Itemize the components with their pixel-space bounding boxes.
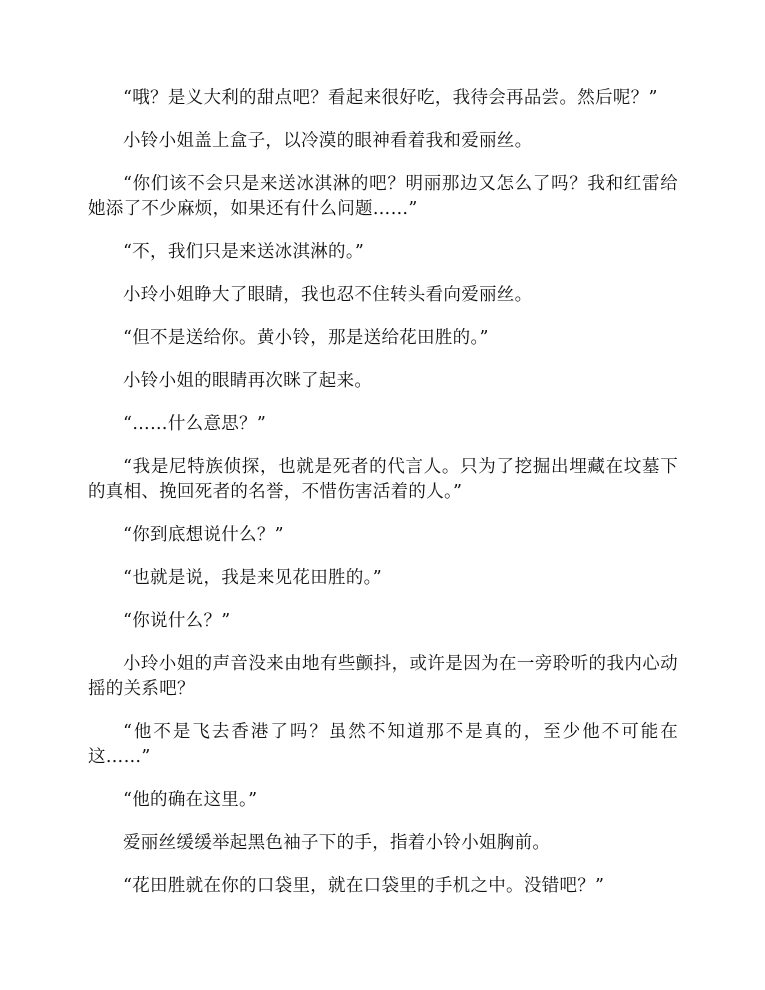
paragraph: 小铃小姐的眼睛再次眯了起来。 bbox=[123, 371, 373, 391]
paragraph: “……什么意思？” bbox=[123, 414, 267, 434]
paragraph: “他的确在这里。” bbox=[123, 790, 258, 810]
paragraph: 小铃小姐盖上盒子，以冷漠的眼神看着我和爱丽丝。 bbox=[123, 131, 533, 151]
paragraph: 小玲小姐的声音没来由地有些颤抖，或许是因为在一旁聆听的我内心动摇的关系吧？ bbox=[88, 654, 678, 699]
paragraph: “你说什么？” bbox=[123, 611, 231, 631]
document-body bbox=[88, 86, 678, 917]
paragraph: 爱丽丝缓缓举起黑色袖子下的手，指着小铃小姐胸前。 bbox=[123, 833, 551, 853]
paragraph: “哦？是义大利的甜点吧？看起来很好吃，我待会再品尝。然后呢？” bbox=[123, 88, 658, 108]
paragraph: “你们该不会只是来送冰淇淋的吧？明丽那边又怎么了吗？我和红雷给她添了不少麻烦，如果还有什么问题……” bbox=[88, 174, 678, 219]
paragraph: 小玲小姐睁大了眼睛，我也忍不住转头看向爱丽丝。 bbox=[123, 285, 533, 305]
paragraph: “他不是飞去香港了吗？虽然不知道那不是真的，至少他不可能在这……” bbox=[88, 722, 678, 767]
paragraph: “花田胜就在你的口袋里，就在口袋里的手机之中。没错吧？” bbox=[123, 876, 605, 896]
paragraph: “不，我们只是来送冰淇淋的。” bbox=[123, 242, 365, 262]
paragraph: “但不是送给你。黄小铃，那是送给花田胜的。” bbox=[123, 328, 489, 348]
paragraph: “我是尼特族侦探，也就是死者的代言人。只为了挖掘出埋藏在坟墓下的真相、挽回死者的名誉，不惜伤害活着的人。” bbox=[88, 457, 678, 502]
paragraph: “也就是说，我是来见花田胜的。” bbox=[123, 568, 382, 588]
paragraph: “你到底想说什么？” bbox=[123, 525, 284, 545]
